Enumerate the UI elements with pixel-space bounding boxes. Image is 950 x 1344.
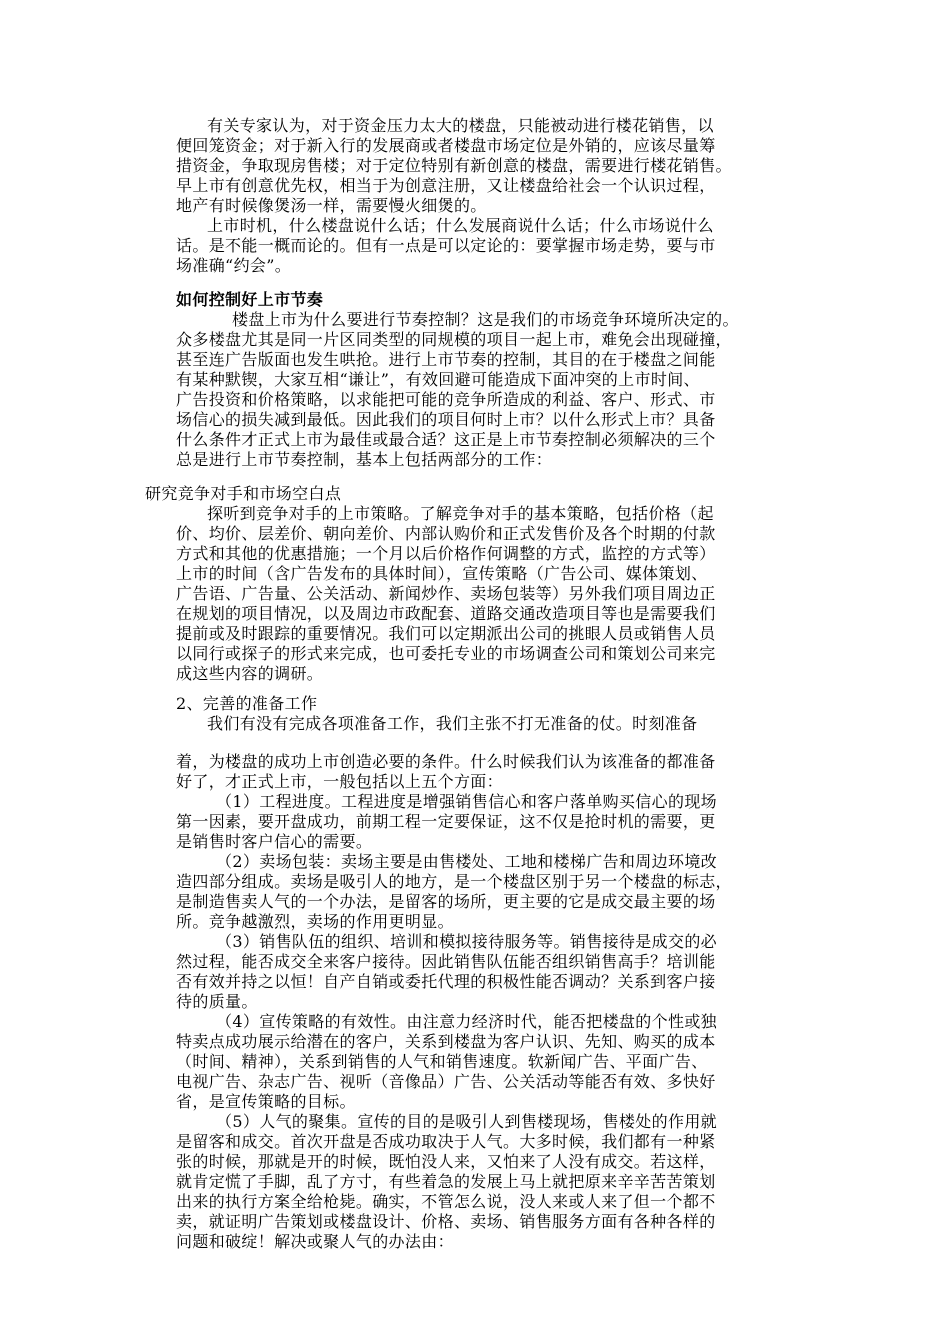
text-line: 以同行或探子的形式来完成，也可委托专业的市场调查公司和策划公司来完 [176,644,716,663]
text-line: 措资金，争取现房售楼；对于定位特别有新创意的楼盘，需要进行楼花销售。 [176,156,732,175]
text-line: 什么条件才正式上市为最佳或最合适？这正是上市节奏控制必须解决的三个 [176,430,716,449]
text-line: 着，为楼盘的成功上市创造必要的条件。什么时候我们认为该准备的都准备 [176,752,716,771]
text-line: 场信心的损失减到最低。因此我们的项目何时上市？以什么形式上市？具备 [176,410,716,429]
text-line: 电视广告、杂志广告、视听（音像品）广告、公关活动等能否有效、多快好 [176,1072,716,1091]
text-line: （2）卖场包装：卖场主要是由售楼处、工地和楼梯广告和周边环境改 [216,852,718,871]
text-line: 楼盘上市为什么要进行节奏控制？这是我们的市场竞争环境所决定的。 [232,310,739,329]
text-line: 广告语、广告量、公关活动、新闻炒作、卖场包装等）另外我们项目周边正 [176,584,716,603]
text-line: 否有效并持之以恒！自产自销或委托代理的积极性能否调动？关系到客户接 [176,972,716,991]
text-line: 我们有没有完成各项准备工作，我们主张不打无准备的仗。时刻准备 [207,714,698,733]
text-line: 提前或及时跟踪的重要情况。我们可以定期派出公司的挑眼人员或销售人员 [176,624,716,643]
text-line: 众多楼盘尤其是同一片区同类型的同规模的项目一起上市，难免会出现碰撞， [176,330,732,349]
text-line: 卖，就证明广告策划或楼盘设计、价格、卖场、销售服务方面有各种各样的 [176,1212,716,1231]
text-line: 省，是宣传策略的目标。 [176,1092,356,1111]
text-line: 然过程，能否成交全来客户接待。因此销售队伍能否组织销售高手？培训能 [176,952,716,971]
text-line: 所。竞争越激烈，卖场的作用更明显。 [176,912,454,931]
text-line: 是留客和成交。首次开盘是否成功取决于人气。大多时候，我们都有一种紧 [176,1132,716,1151]
text-line: 出来的执行方案全给枪毙。确实，不管怎么说，没人来或人来了但一个都不 [176,1192,716,1211]
text-line: 场准确“约会”。 [176,256,292,275]
text-line: 问题和破绽！解决或聚人气的办法由： [176,1232,454,1251]
text-line: 成这些内容的调研。 [176,664,324,683]
text-line: 广告投资和价格策略，以求能把可能的竞争所造成的利益、客户、形式、市 [176,390,716,409]
text-line: 待的质量。 [176,992,258,1011]
subsection-heading: 研究竞争对手和市场空白点 [145,484,342,503]
text-line: 是制造售卖人气的一个办法，是留客的场所，更主要的它是成交最主要的场 [176,892,716,911]
section-heading: 如何控制好上市节奏 [176,290,324,309]
text-line: 在规划的项目情况，以及周边市政配套、道路交通改造项目等也是需要我们 [176,604,716,623]
text-line: 总是进行上市节奏控制，基本上包括两部分的工作： [176,450,553,469]
text-line: 价、均价、层差价、朝向差价、内部认购价和正式发售价及各个时期的付款 [176,524,716,543]
text-line: 早上市有创意优先权，相当于为创意注册，又让楼盘给社会一个认识过程， [176,176,716,195]
text-line: 方式和其他的优惠措施；一个月以后价格作何调整的方式，监控的方式等） [176,544,716,563]
text-line: （4）宣传策略的有效性。由注意力经济时代，能否把楼盘的个性或独 [216,1012,718,1031]
text-line: 上市时机，什么楼盘说什么话；什么发展商说什么话；什么市场说什么 [207,216,714,235]
text-line: 有某种默锲，大家互相“谦让”，有效回避可能造成下面冲突的上市时间、 [176,370,700,389]
text-line: 探听到竞争对手的上市策略。了解竞争对手的基本策略，包括价格（起 [207,504,714,523]
text-line: 造四部分组成。卖场是吸引人的地方，是一个楼盘区别于另一个楼盘的标志， [176,872,732,891]
text-line: 是销售时客户信心的需要。 [176,832,373,851]
subsection-heading: 2、完善的准备工作 [176,694,318,713]
text-line: 张的时候，那就是开的时候，既怕没人来，又怕来了人没有成交。若这样， [176,1152,716,1171]
text-line: 就肯定慌了手脚，乱了方寸，有些着急的发展上马上就把原来辛辛苦苦策划 [176,1172,716,1191]
text-line: 特卖点成功展示给潜在的客户，关系到楼盘为客户认识、先知、购买的成本 [176,1032,716,1051]
text-line: （1）工程进度。工程进度是增强销售信心和客户落单购买信心的现场 [216,792,718,811]
text-line: 甚至连广告版面也发生哄抢。进行上市节奏的控制，其目的在于楼盘之间能 [176,350,716,369]
text-line: 地产有时候像煲汤一样，需要慢火细煲的。 [176,196,487,215]
text-line: （3）销售队伍的组织、培训和模拟接待服务等。销售接待是成交的必 [216,932,718,951]
text-line: （时间、精神），关系到销售的人气和销售速度。软新闻广告、平面广告、 [176,1052,708,1071]
text-line: 第一因素，要开盘成功，前期工程一定要保证，这不仅是抢时机的需要，更 [176,812,716,831]
text-line: 好了，才正式上市，一般包括以上五个方面： [176,772,504,791]
text-line: 有关专家认为，对于资金压力太大的楼盘，只能被动进行楼花销售，以 [207,116,714,135]
text-line: 话。是不能一概而论的。但有一点是可以定论的：要掌握市场走势，要与市 [176,236,716,255]
text-line: （5）人气的聚集。宣传的目的是吸引人到售楼现场，售楼处的作用就 [216,1112,718,1131]
text-line: 上市的时间（含广告发布的具体时间），宣传策略（广告公司、媒体策划、 [176,564,708,583]
text-line: 便回笼资金；对于新入行的发展商或者楼盘市场定位是外销的，应该尽量筹 [176,136,716,155]
